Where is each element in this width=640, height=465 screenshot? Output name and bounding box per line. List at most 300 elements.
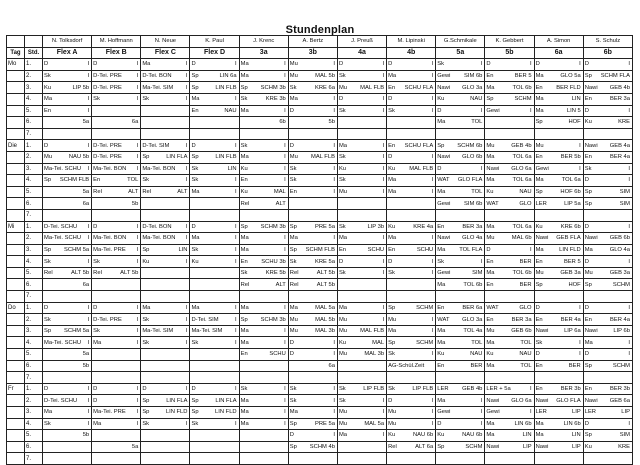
lesson-cell	[583, 349, 632, 361]
lesson-subject: Ma	[437, 281, 446, 288]
day-cell	[7, 372, 25, 384]
lesson-cell	[92, 186, 141, 198]
lesson-detail: SCHM FLB	[59, 177, 90, 184]
lesson-subject: Nawi	[535, 444, 549, 451]
lesson-detail: SCHM	[612, 362, 630, 369]
lesson-detail: SCHM	[612, 281, 630, 288]
lesson-cell	[43, 221, 92, 233]
lesson-cell	[239, 186, 288, 198]
corner-cell	[25, 36, 43, 48]
lesson-subject: Sp	[44, 177, 52, 184]
lesson-detail: TOL 6b	[463, 281, 483, 288]
lesson-detail: I	[628, 339, 630, 346]
lesson-subject: Ku	[191, 258, 199, 265]
lesson-cell	[337, 256, 386, 268]
timetable-row	[7, 407, 633, 419]
lesson-cell	[337, 175, 386, 187]
lesson-cell	[436, 93, 485, 105]
lesson-cell	[141, 349, 190, 361]
lesson-cell	[239, 337, 288, 349]
lesson-detail: GEB 4a	[609, 142, 630, 149]
lesson-detail: I	[382, 142, 385, 149]
period-cell: 2.	[25, 233, 43, 245]
lesson-cell	[239, 140, 288, 152]
lesson-subject: Ma	[486, 339, 495, 346]
lesson-cell	[288, 337, 337, 349]
lesson-subject: En	[338, 246, 347, 253]
day-cell: Do	[7, 302, 25, 314]
lesson-detail: BER	[519, 258, 532, 265]
lesson-subject: D	[437, 165, 442, 172]
lesson-cell	[43, 105, 92, 117]
lesson-detail: I	[529, 61, 532, 68]
lesson-subject: Nawi	[584, 84, 598, 91]
lesson-cell	[534, 233, 583, 245]
lesson-cell	[43, 198, 92, 210]
lesson-cell	[141, 267, 190, 279]
day-cell	[7, 70, 25, 82]
lesson-cell	[190, 140, 239, 152]
lesson-detail: I	[235, 189, 237, 196]
lesson-cell	[288, 325, 337, 337]
lesson-cell	[288, 453, 337, 465]
lesson-cell	[436, 175, 485, 187]
lesson-subject: Gewi	[535, 165, 549, 172]
lesson-cell	[190, 325, 239, 337]
lesson-detail: I	[136, 235, 139, 242]
lesson-detail: ALT	[275, 281, 286, 288]
lesson-subject: Sk	[191, 420, 199, 427]
timetable-row	[7, 453, 633, 465]
lesson-cell	[92, 314, 141, 326]
lesson-cell	[337, 407, 386, 419]
lesson-detail: I	[333, 351, 335, 358]
lesson-detail: LIN FLA	[215, 397, 237, 404]
lesson-detail: I	[628, 304, 630, 311]
lesson-cell	[583, 395, 632, 407]
lesson-cell	[92, 407, 141, 419]
lesson-subject: Rel	[240, 281, 250, 288]
lesson-detail: TOL	[471, 339, 483, 346]
period-cell: 2.	[25, 314, 43, 326]
lesson-subject: D	[535, 351, 540, 358]
period-cell: 7.	[25, 209, 43, 221]
lesson-cell	[43, 59, 92, 71]
lesson-subject: Sp	[289, 223, 297, 230]
lesson-subject: Sp	[584, 73, 592, 80]
lesson-cell	[436, 163, 485, 175]
lesson-cell	[337, 360, 386, 372]
lesson-subject: LER	[535, 409, 547, 416]
lesson-cell	[239, 395, 288, 407]
lesson-cell	[436, 209, 485, 221]
lesson-cell	[387, 430, 436, 442]
lesson-cell	[534, 209, 583, 221]
lesson-detail: TOL FLA	[459, 246, 483, 253]
lesson-subject: Mu	[584, 270, 593, 277]
lesson-subject: Ma	[338, 142, 347, 149]
lesson-subject: D-Tei. SIM	[142, 142, 170, 149]
lesson-subject: Sk	[338, 177, 346, 184]
lesson-subject: En	[240, 177, 248, 184]
lesson-subject: Ma	[486, 177, 495, 184]
lesson-subject: Ku	[240, 189, 248, 196]
lesson-cell	[337, 244, 386, 256]
lesson-subject: En	[388, 142, 396, 149]
lesson-cell	[436, 233, 485, 245]
lesson-cell	[534, 82, 583, 94]
lesson-cell	[141, 209, 190, 221]
lesson-detail: 5a	[82, 351, 90, 358]
lesson-subject: Ma	[240, 339, 249, 346]
lesson-detail: GLO FLA	[556, 397, 581, 404]
teacher-header: A. Simon	[534, 36, 583, 48]
lesson-subject: Nawi	[584, 397, 598, 404]
lesson-cell	[534, 441, 583, 453]
lesson-subject: Nawi	[486, 397, 500, 404]
lesson-detail: I	[628, 351, 630, 358]
lesson-cell	[436, 383, 485, 395]
lesson-cell	[288, 372, 337, 384]
lesson-cell	[485, 360, 534, 372]
lesson-subject: Ma	[289, 304, 298, 311]
lesson-subject: Sk	[44, 420, 51, 427]
lesson-detail: GEB 4b	[609, 84, 630, 91]
lesson-detail: SIM 6b	[464, 200, 483, 207]
lesson-subject: Mu	[338, 189, 347, 196]
lesson-subject: Sp	[584, 200, 592, 207]
lesson-cell	[485, 117, 534, 129]
lesson-detail: PRE 5a	[314, 420, 335, 427]
lesson-cell	[288, 198, 337, 210]
lesson-detail: I	[529, 246, 532, 253]
lesson-cell	[288, 430, 337, 442]
lesson-subject: D	[44, 304, 49, 311]
lesson-subject: D	[535, 304, 540, 311]
lesson-detail: GEB 3a	[560, 270, 581, 277]
lesson-subject: Sp	[240, 223, 248, 230]
lesson-detail: SCHM	[416, 304, 434, 311]
lesson-detail: I	[235, 96, 237, 103]
lesson-cell	[436, 360, 485, 372]
lesson-cell	[436, 349, 485, 361]
lesson-subject: Ma	[486, 154, 495, 161]
lesson-subject: Nawi	[535, 235, 549, 242]
period-cell: 6.	[25, 279, 43, 291]
lesson-cell	[141, 151, 190, 163]
lesson-cell	[534, 372, 583, 384]
lesson-subject: Ma	[486, 432, 495, 439]
period-cell: 1.	[25, 140, 43, 152]
lesson-detail: I	[480, 409, 483, 416]
lesson-subject: D	[93, 61, 98, 68]
lesson-cell	[534, 407, 583, 419]
day-cell: Mi	[7, 221, 25, 233]
lesson-cell	[485, 82, 534, 94]
lesson-cell	[387, 82, 436, 94]
lesson-cell	[436, 244, 485, 256]
class-header: 6a	[534, 47, 583, 59]
lesson-cell	[583, 453, 632, 465]
lesson-detail: I	[87, 96, 90, 103]
lesson-detail: SCHM 4b	[309, 444, 335, 451]
lesson-subject: Mu	[338, 351, 347, 358]
lesson-detail: HOF	[568, 119, 581, 126]
lesson-cell	[43, 325, 92, 337]
lesson-detail: BER	[568, 362, 581, 369]
lesson-subject: D-Tei. BON	[142, 73, 172, 80]
lesson-cell	[436, 256, 485, 268]
lesson-subject: WAT	[437, 177, 450, 184]
timetable-row	[7, 140, 633, 152]
lesson-subject: Sp	[535, 119, 543, 126]
lesson-cell	[387, 186, 436, 198]
lesson-cell	[583, 418, 632, 430]
lesson-cell	[288, 418, 337, 430]
lesson-detail: LIP 5b	[72, 84, 90, 91]
lesson-cell	[387, 233, 436, 245]
lesson-detail: I	[87, 165, 90, 172]
lesson-subject: D	[191, 223, 196, 230]
lesson-cell	[190, 349, 239, 361]
lesson-cell	[534, 302, 583, 314]
lesson-detail: I	[136, 409, 139, 416]
lesson-detail: I	[185, 73, 188, 80]
lesson-subject: LER	[584, 409, 596, 416]
lesson-detail: I	[431, 154, 434, 161]
lesson-cell	[583, 209, 632, 221]
lesson-detail: NAU	[224, 107, 237, 114]
lesson-cell	[239, 117, 288, 129]
lesson-subject: Sk	[191, 177, 199, 184]
lesson-subject: D	[44, 142, 49, 149]
lesson-cell	[92, 337, 141, 349]
lesson-cell	[337, 395, 386, 407]
teacher-header: N. Tolksdorf	[43, 36, 92, 48]
lesson-subject: Sk	[142, 316, 150, 323]
lesson-subject: Rel	[93, 270, 102, 277]
lesson-cell	[337, 128, 386, 140]
lesson-subject: Ma-Tei. SIM	[142, 84, 174, 91]
day-cell	[7, 430, 25, 442]
lesson-detail: BER 6a	[462, 304, 483, 311]
lesson-cell	[190, 70, 239, 82]
lesson-subject: Sp	[142, 246, 150, 253]
lesson-detail: I	[136, 165, 139, 172]
lesson-detail: I	[87, 73, 90, 80]
lesson-detail: ALT 5b	[120, 270, 139, 277]
day-cell	[7, 117, 25, 129]
day-cell	[7, 175, 25, 187]
lesson-cell	[387, 279, 436, 291]
lesson-subject: Sk	[338, 397, 346, 404]
period-cell: 2.	[25, 395, 43, 407]
lesson-detail: I	[284, 165, 286, 172]
lesson-subject: D-Tei. SCHU	[44, 397, 78, 404]
lesson-cell	[190, 175, 239, 187]
lesson-subject: Ma	[437, 339, 446, 346]
lesson-detail: ALT	[177, 189, 188, 196]
lesson-cell	[43, 360, 92, 372]
lesson-subject: Ku	[437, 351, 445, 358]
lesson-detail: LIP 6a	[564, 328, 581, 335]
lesson-subject: LER + 5a	[486, 386, 511, 393]
lesson-detail: KRE 6a	[314, 84, 335, 91]
lesson-subject: Mu	[388, 409, 397, 416]
lesson-cell	[485, 175, 534, 187]
lesson-subject: Sk	[338, 270, 346, 277]
day-cell	[7, 314, 25, 326]
lesson-detail: I	[136, 73, 139, 80]
lesson-cell	[583, 163, 632, 175]
lesson-detail: GLO 3a	[462, 84, 483, 91]
lesson-subject: Sk	[44, 258, 51, 265]
lesson-subject: Ma	[535, 73, 544, 80]
lesson-cell	[141, 441, 190, 453]
lesson-cell	[239, 82, 288, 94]
lesson-cell	[141, 70, 190, 82]
lesson-subject: D	[44, 61, 49, 68]
lesson-cell	[534, 140, 583, 152]
lesson-cell	[239, 221, 288, 233]
day-cell	[7, 186, 25, 198]
lesson-cell	[141, 430, 190, 442]
lesson-detail: I	[579, 61, 581, 68]
lesson-detail: NAU	[519, 189, 532, 196]
lesson-subject: Sp	[388, 304, 396, 311]
lesson-subject: Sk	[388, 270, 395, 277]
lesson-cell	[436, 267, 485, 279]
lesson-detail: SCHU	[367, 246, 385, 253]
lesson-detail: I	[382, 96, 385, 103]
lesson-cell	[239, 244, 288, 256]
lesson-detail: I	[579, 351, 581, 358]
lesson-subject: D	[486, 246, 491, 253]
lesson-cell	[534, 453, 583, 465]
lesson-detail: KRE 3b	[265, 96, 286, 103]
timetable-row	[7, 337, 633, 349]
lesson-cell	[190, 279, 239, 291]
lesson-cell	[337, 105, 386, 117]
lesson-subject: D-Tei. SIM	[191, 316, 219, 323]
lesson-cell	[288, 105, 337, 117]
lesson-detail: I	[333, 189, 335, 196]
lesson-subject: Ma	[535, 177, 544, 184]
lesson-detail: I	[628, 420, 630, 427]
lesson-cell	[337, 198, 386, 210]
day-cell	[7, 279, 25, 291]
period-cell: 6.	[25, 198, 43, 210]
lesson-subject: LER	[437, 386, 449, 393]
lesson-detail: I	[382, 154, 385, 161]
lesson-detail: I	[382, 235, 385, 242]
lesson-cell	[43, 128, 92, 140]
lesson-subject: D	[289, 432, 294, 439]
lesson-subject: Sp	[240, 316, 248, 323]
lesson-cell	[190, 430, 239, 442]
lesson-cell	[583, 117, 632, 129]
lesson-detail: I	[431, 270, 434, 277]
lesson-subject: Ku	[338, 339, 347, 346]
lesson-subject: Sp	[584, 189, 592, 196]
lesson-detail: I	[87, 61, 90, 68]
period-cell: 3.	[25, 82, 43, 94]
lesson-subject: Ma-Tei. SIM	[191, 328, 223, 335]
lesson-detail: I	[382, 432, 385, 439]
lesson-cell	[485, 140, 534, 152]
lesson-subject: Ma	[486, 84, 495, 91]
lesson-cell	[583, 314, 632, 326]
lesson-detail: GLO 3a	[462, 316, 483, 323]
period-cell: 6.	[25, 360, 43, 372]
lesson-detail: I	[87, 339, 90, 346]
lesson-cell	[92, 360, 141, 372]
lesson-detail: I	[333, 386, 335, 393]
class-header: 5b	[485, 47, 534, 59]
lesson-cell	[288, 221, 337, 233]
lesson-cell	[43, 93, 92, 105]
lesson-subject: Mu	[486, 328, 495, 335]
lesson-subject: D	[93, 223, 98, 230]
lesson-detail: BER	[519, 281, 532, 288]
lesson-detail: I	[87, 397, 90, 404]
lesson-detail: BER 3a	[511, 316, 532, 323]
lesson-subject: Nawi	[535, 328, 549, 335]
lesson-cell	[141, 221, 190, 233]
lesson-detail: I	[185, 328, 188, 335]
lesson-subject: Sk	[584, 165, 592, 172]
lesson-cell	[583, 291, 632, 303]
lesson-cell	[387, 244, 436, 256]
lesson-cell	[141, 407, 190, 419]
day-cell	[7, 233, 25, 245]
lesson-detail: I	[185, 96, 188, 103]
lesson-cell	[337, 383, 386, 395]
lesson-cell	[190, 105, 239, 117]
lesson-cell	[190, 360, 239, 372]
lesson-detail: I	[284, 61, 286, 68]
lesson-detail: KRE 6b	[560, 223, 581, 230]
lesson-detail: I	[382, 107, 385, 114]
lesson-subject: Mu	[289, 154, 298, 161]
lesson-detail: I	[87, 409, 90, 416]
lesson-cell	[92, 105, 141, 117]
lesson-cell	[583, 82, 632, 94]
lesson-cell	[337, 59, 386, 71]
period-cell: 7.	[25, 291, 43, 303]
lesson-subject: D	[191, 142, 196, 149]
lesson-cell	[141, 82, 190, 94]
lesson-subject: Ma-Tei. BON	[142, 165, 176, 172]
lesson-detail: SCHM 5a	[64, 246, 90, 253]
timetable-row	[7, 151, 633, 163]
lesson-subject: Nawi	[437, 154, 451, 161]
lesson-subject: Ma	[240, 235, 249, 242]
class-header: Flex A	[43, 47, 92, 59]
timetable-row	[7, 418, 633, 430]
class-header: 3a	[239, 47, 288, 59]
lesson-detail: I	[431, 316, 434, 323]
lesson-detail: SCHU	[269, 351, 286, 358]
lesson-cell	[485, 453, 534, 465]
lesson-detail: I	[431, 409, 434, 416]
lesson-detail: I	[136, 304, 139, 311]
lesson-detail: 6a	[328, 362, 335, 369]
lesson-cell	[92, 395, 141, 407]
lesson-cell	[387, 93, 436, 105]
lesson-detail: I	[284, 328, 286, 335]
std-header: Std.	[25, 47, 43, 59]
